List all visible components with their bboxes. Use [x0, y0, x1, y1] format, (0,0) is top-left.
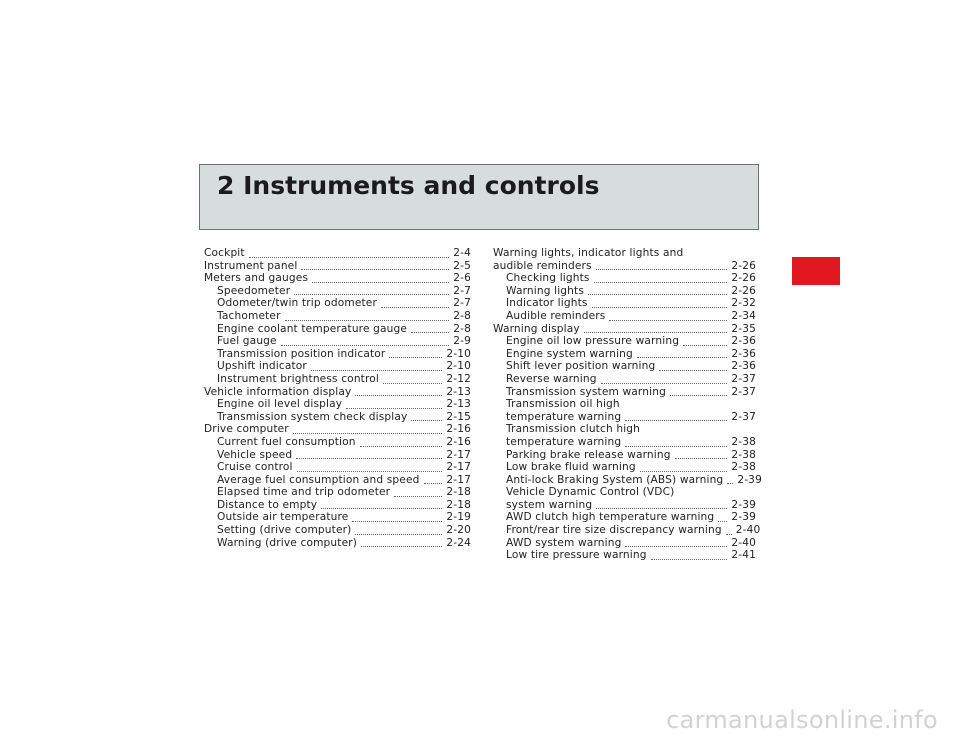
toc-entry[interactable]: [204, 348, 471, 361]
toc-entry-page: 2-6: [453, 272, 471, 285]
toc-entry-page: 2-39: [731, 498, 756, 511]
toc-entry[interactable]: [204, 461, 471, 474]
toc-entry-label: Transmission position indicator: [217, 347, 386, 360]
dot-leader: [297, 470, 443, 472]
dot-leader: [726, 533, 732, 535]
toc-entry-page: 2-13: [446, 398, 471, 411]
toc-entry[interactable]: [204, 272, 471, 285]
toc-entry-page: 2-36: [731, 347, 756, 360]
dot-leader: [675, 457, 728, 459]
dot-leader: [293, 432, 443, 434]
dot-leader: [360, 445, 443, 447]
toc-entry-label: Low brake fluid warning: [506, 461, 636, 474]
toc-entry-label: Warning lights: [506, 284, 585, 297]
toc-entry-page: 2-35: [731, 322, 756, 335]
toc-entry[interactable]: [204, 436, 471, 449]
toc-entry-page: 2-18: [446, 498, 471, 511]
toc-entry-label: Setting (drive computer): [217, 524, 352, 537]
toc-entry[interactable]: [493, 449, 756, 462]
toc-entry[interactable]: [204, 285, 471, 298]
dot-leader: [361, 545, 442, 547]
toc-entry[interactable]: [204, 398, 471, 411]
toc-entry[interactable]: [493, 499, 756, 512]
toc-entry[interactable]: [493, 549, 756, 562]
toc-entry-label: Engine system warning: [506, 347, 633, 360]
toc-entry[interactable]: [493, 310, 756, 323]
toc-entry-page: 2-7: [453, 297, 471, 310]
toc-entry[interactable]: [493, 348, 756, 361]
toc-entry-page: 2-24: [446, 536, 471, 549]
toc-entry-page: 2-8: [453, 309, 471, 322]
toc-entry-label: temperature warning: [506, 410, 622, 423]
toc-entry-heading: Warning lights, indicator lights and: [493, 247, 684, 259]
toc-entry[interactable]: [493, 323, 756, 336]
toc-entry-label: Indicator lights: [506, 297, 588, 310]
dot-leader: [640, 470, 728, 472]
toc-entry[interactable]: [493, 272, 756, 285]
toc-entry[interactable]: [204, 524, 471, 537]
toc-entry-page: 2-18: [446, 486, 471, 499]
dot-leader: [601, 382, 728, 384]
toc-entry-page: 2-38: [731, 461, 756, 474]
toc-entry-page: 2-41: [731, 549, 756, 562]
toc-entry-label: Anti-lock Braking System (ABS) warning: [506, 473, 724, 486]
toc-entry-label: Outside air temperature: [217, 511, 349, 524]
dot-leader: [346, 407, 442, 409]
toc-column-right: [493, 247, 762, 562]
toc-entry-page: 2-36: [731, 360, 756, 373]
dot-leader: [609, 319, 727, 321]
toc-entry-page: 2-16: [446, 423, 471, 436]
toc-entry[interactable]: [493, 461, 756, 474]
toc-entry[interactable]: [204, 499, 471, 512]
toc-entry-label: Front/rear tire size discrepancy warning: [506, 524, 722, 537]
dot-leader: [311, 369, 442, 371]
dot-leader: [321, 507, 442, 509]
toc-entry-label: system warning: [506, 498, 593, 511]
toc-entry-label: Elapsed time and trip odometer: [217, 486, 391, 499]
toc-entry[interactable]: [493, 373, 756, 386]
toc-entry[interactable]: [493, 360, 756, 373]
toc-entry-label: Reverse warning: [506, 372, 597, 385]
toc-entry-label: Warning (drive computer): [217, 536, 358, 549]
dot-leader: [355, 533, 442, 535]
toc-entry-page: 2-38: [731, 448, 756, 461]
toc-entry[interactable]: [493, 473, 762, 487]
toc-entry-label: Engine oil level display: [217, 398, 343, 411]
toc-entry-label: Tachometer: [217, 309, 281, 322]
toc-entry-label: Distance to empty: [217, 498, 318, 511]
dot-leader: [411, 419, 442, 421]
toc-entry-page: 2-9: [453, 335, 471, 348]
toc-entry-page: 2-37: [731, 385, 756, 398]
toc-entry[interactable]: [493, 386, 756, 399]
toc-entry-page: 2-4: [453, 247, 471, 259]
toc-entry-label: audible reminders: [493, 259, 592, 272]
toc-entry-heading: Vehicle Dynamic Control (VDC): [506, 486, 675, 499]
dot-leader: [637, 356, 727, 358]
toc-entry[interactable]: [204, 386, 471, 399]
dot-leader: [659, 369, 727, 371]
dot-leader: [592, 306, 728, 308]
dot-leader: [683, 344, 727, 346]
toc-entry[interactable]: [204, 260, 471, 273]
dot-leader: [281, 344, 450, 346]
dot-leader: [411, 331, 449, 333]
toc-entry[interactable]: [493, 260, 756, 273]
toc-entry-label: Current fuel consumption: [217, 435, 356, 448]
toc-entry[interactable]: [493, 411, 756, 424]
toc-entry-page: 2-26: [731, 259, 756, 272]
dot-leader: [294, 293, 449, 295]
toc-entry-page: 2-37: [731, 372, 756, 385]
toc-entry-label: Engine coolant temperature gauge: [217, 322, 408, 335]
watermark: carmanualsonline.info: [666, 706, 938, 734]
toc-entry[interactable]: [493, 285, 756, 298]
dot-leader: [389, 356, 442, 358]
toc-entry-page: 2-17: [446, 448, 471, 461]
toc-entry[interactable]: [493, 511, 756, 524]
chapter-tab-marker: [792, 257, 840, 285]
toc-entry-label: Upshift indicator: [217, 360, 307, 373]
dot-leader: [625, 419, 727, 421]
toc-entry-page: 2-10: [446, 347, 471, 360]
dot-leader: [424, 482, 443, 484]
dot-leader: [718, 520, 727, 522]
toc-entry-page: 2-13: [446, 385, 471, 398]
dot-leader: [651, 558, 728, 560]
toc-entry-label: Vehicle information display: [204, 385, 352, 398]
chapter-header: [199, 164, 759, 230]
toc-entry[interactable]: [493, 297, 756, 310]
dot-leader: [625, 545, 727, 547]
toc-entry-page: 2-40: [735, 524, 761, 537]
toc-entry-page: 2-12: [446, 372, 471, 385]
dot-leader: [596, 268, 728, 270]
toc-entry[interactable]: [204, 360, 471, 373]
toc-entry-label: temperature warning: [506, 435, 622, 448]
toc-entry-page: 2-17: [446, 473, 471, 486]
toc-entry[interactable]: [204, 449, 471, 462]
toc-entry-page: 2-37: [731, 410, 756, 423]
chapter-title: 2 Instruments and controls: [217, 171, 600, 200]
toc-entry-label: Fuel gauge: [217, 335, 277, 348]
toc-entry-label: Transmission system warning: [506, 385, 666, 398]
dot-leader: [301, 268, 449, 270]
toc-entry-page: 2-40: [731, 536, 756, 549]
dot-leader: [285, 319, 450, 321]
dot-leader: [296, 457, 442, 459]
toc-entry-label: Cockpit: [204, 247, 245, 259]
toc-entry-heading: Transmission oil high: [506, 398, 620, 411]
toc-entry-label: Audible reminders: [506, 309, 606, 322]
toc-entry[interactable]: [493, 537, 756, 550]
dot-leader: [584, 331, 728, 333]
toc-entry-label: Meters and gauges: [204, 272, 309, 285]
toc-entry[interactable]: [204, 423, 471, 436]
dot-leader: [352, 520, 442, 522]
toc-entry-label: Engine oil low pressure warning: [506, 335, 680, 348]
toc-entry-page: 2-17: [446, 461, 471, 474]
toc-entry-label: Instrument brightness control: [217, 372, 379, 385]
toc-entry-label: Vehicle speed: [217, 448, 293, 461]
toc-entry-page: 2-39: [731, 511, 756, 524]
toc-entry[interactable]: [204, 335, 471, 348]
dot-leader: [383, 382, 442, 384]
toc-entry-page: 2-26: [731, 272, 756, 285]
toc-entry-label: Low tire pressure warning: [506, 549, 647, 562]
toc-entry[interactable]: [204, 247, 471, 260]
toc-entry[interactable]: [204, 537, 471, 550]
dot-leader: [594, 281, 728, 283]
toc-entry-label: Average fuel consumption and speed: [217, 473, 420, 486]
toc-entry-page: 2-8: [453, 322, 471, 335]
toc-entry-label: Odometer/twin trip odometer: [217, 297, 377, 310]
toc-entry-page: 2-34: [731, 309, 756, 322]
toc-entry-page: 2-20: [446, 524, 471, 537]
dot-leader: [381, 306, 449, 308]
dot-leader: [596, 507, 727, 509]
toc-entry-label: Warning display: [493, 322, 580, 335]
toc-entry[interactable]: [204, 323, 471, 336]
toc-column-left: [204, 247, 471, 549]
toc-entry[interactable]: [204, 310, 471, 323]
toc-entry-page: 2-10: [446, 360, 471, 373]
dot-leader: [625, 445, 727, 447]
toc-entry-label: Instrument panel: [204, 259, 298, 272]
toc-entry-label: Checking lights: [506, 272, 590, 285]
dot-leader: [249, 256, 450, 258]
toc-entry-page: 2-16: [446, 435, 471, 448]
toc-entry[interactable]: [204, 297, 471, 310]
toc-entry-label: AWD system warning: [506, 536, 622, 549]
toc-entry-label: Parking brake release warning: [506, 448, 671, 461]
toc-entry[interactable]: [493, 524, 761, 537]
toc-entry-heading: Transmission clutch high: [506, 423, 641, 436]
toc-entry[interactable]: [204, 411, 471, 424]
toc-entry-page: 2-5: [453, 259, 471, 272]
dot-leader: [312, 281, 449, 283]
toc-entry[interactable]: [204, 511, 471, 524]
dot-leader: [670, 394, 727, 396]
toc-entry-label: Transmission system check display: [217, 410, 408, 423]
toc-entry-label: Drive computer: [204, 423, 289, 436]
toc-entry-label: Speedometer: [217, 284, 291, 297]
toc-entry[interactable]: [204, 373, 471, 386]
toc-entry-label: Shift lever position warning: [506, 360, 656, 373]
toc-entry-page: 2-19: [446, 511, 471, 524]
toc-entry-page: 2-39: [737, 473, 762, 486]
toc-entry-page: 2-38: [731, 435, 756, 448]
toc-entry-page: 2-15: [446, 410, 471, 423]
dot-leader: [727, 482, 733, 484]
toc-entry[interactable]: [493, 335, 756, 348]
toc-entry-label: Cruise control: [217, 461, 293, 474]
toc-entry-label: AWD clutch high temperature warning: [506, 511, 715, 524]
toc-entry-page: 2-36: [731, 335, 756, 348]
dot-leader: [588, 293, 727, 295]
toc-entry[interactable]: [204, 474, 471, 487]
toc-entry-page: 2-26: [731, 284, 756, 297]
toc-entry[interactable]: [204, 486, 471, 499]
dot-leader: [394, 495, 442, 497]
toc-entry-page: 2-7: [453, 284, 471, 297]
toc-entry[interactable]: [493, 436, 756, 449]
toc-entry-page: 2-32: [731, 297, 756, 310]
dot-leader: [355, 394, 442, 396]
